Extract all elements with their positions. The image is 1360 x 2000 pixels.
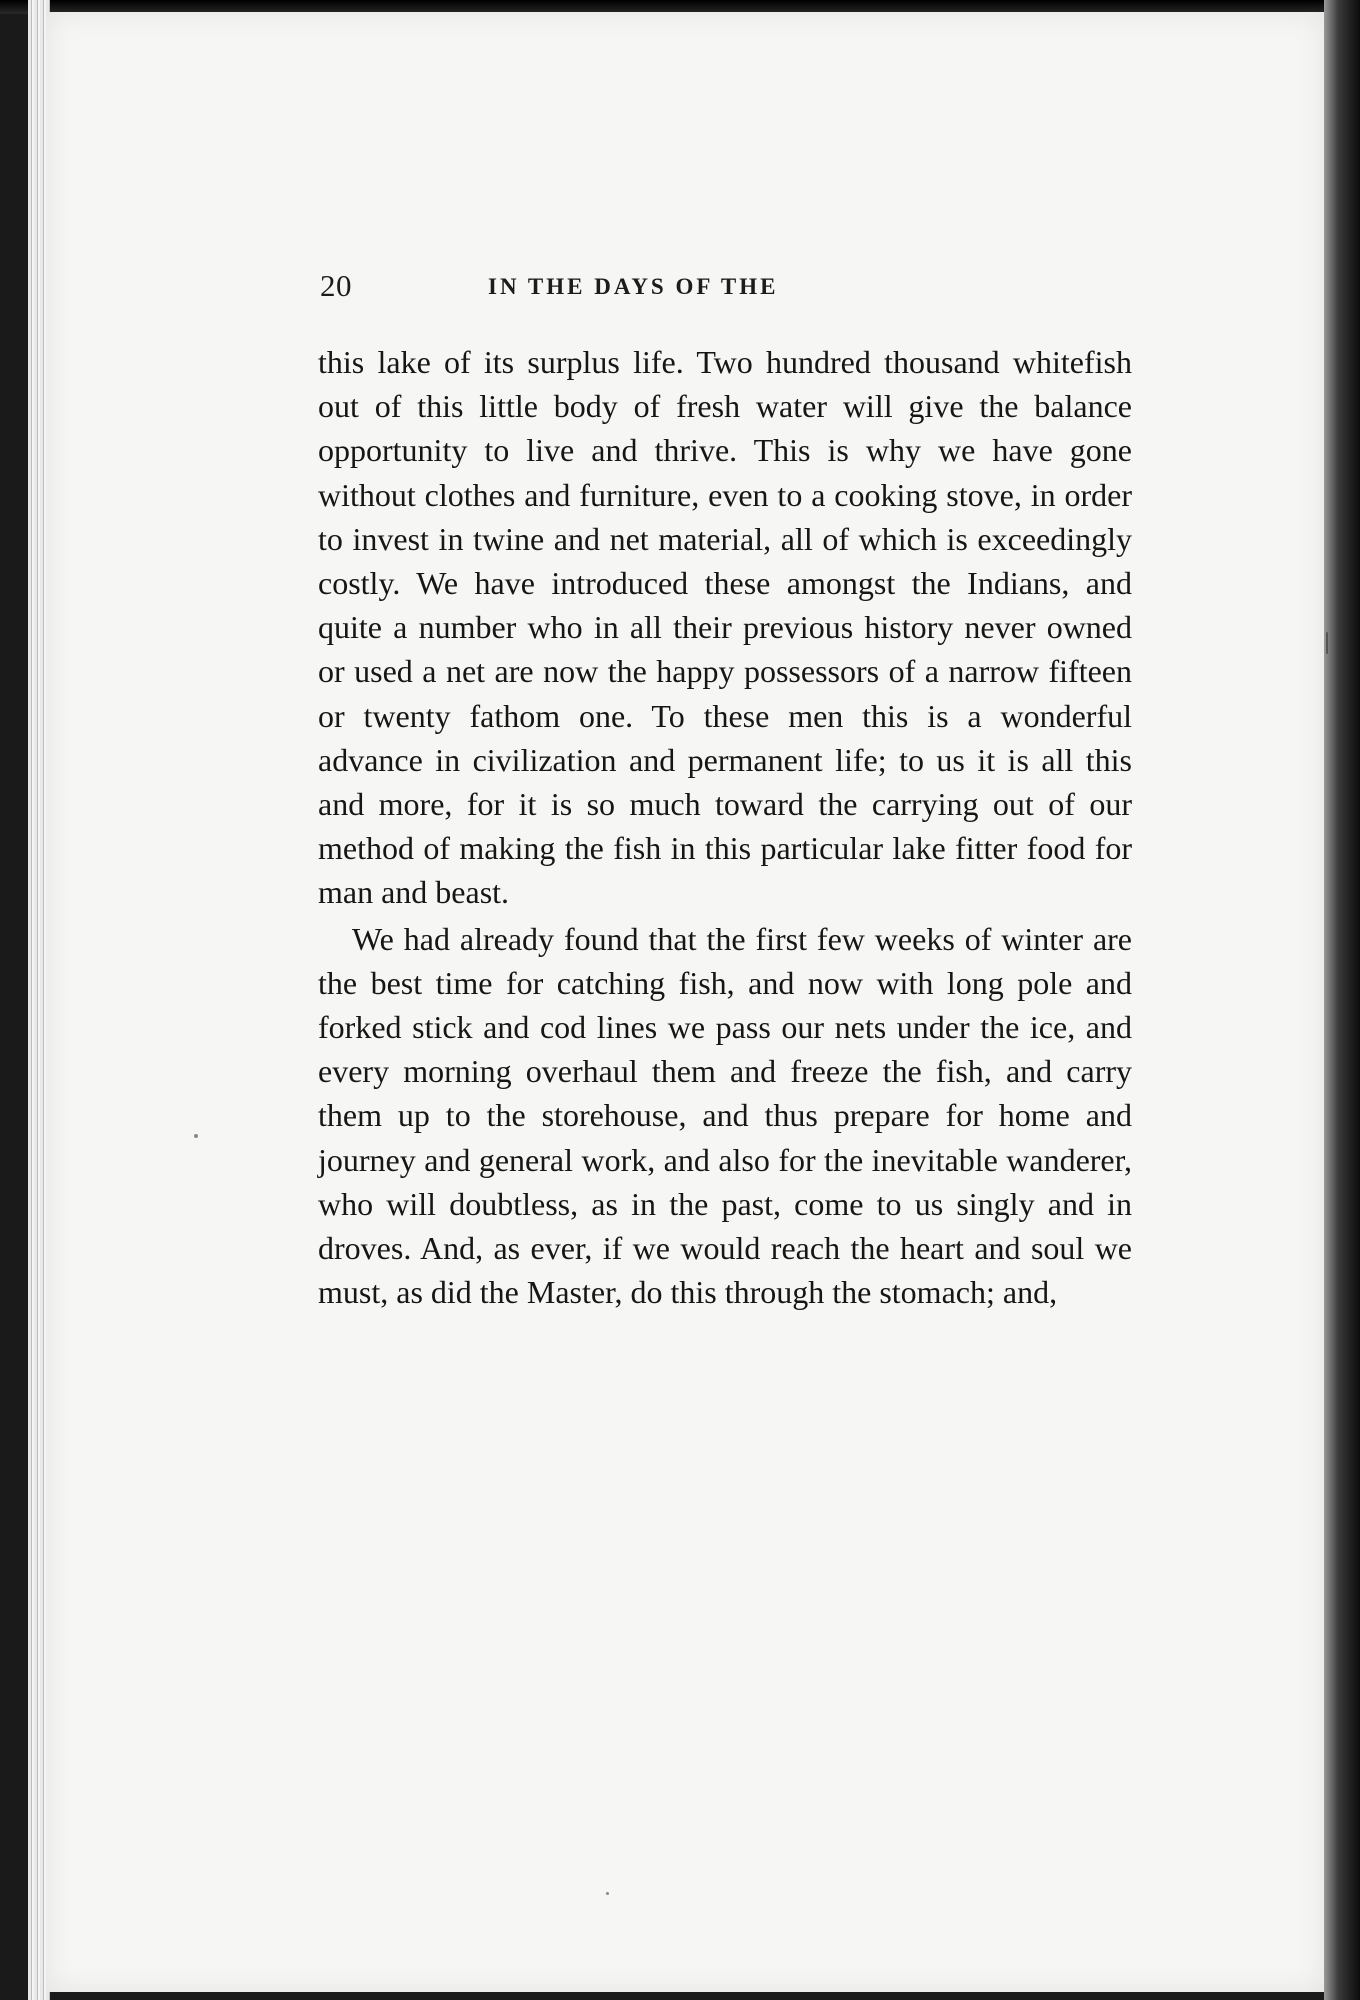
paragraph: We had already found that the first few weeks of winter are the best time for catching fish, and now with long pole and forked stick and cod lines we pass our nets under the ice, and every morning overhaul them and freeze the fish, and carry them up to the storehouse, and thus prepare for home and journey and general work, and also for the inevitable wanderer, who will doubtless, as in the past, come to us singly and in droves. And, as ever, if we would reach the heart and soul we must, as did the Master, do this through the stomach; and, bbox=[318, 920, 1132, 1311]
book-binding-edge bbox=[1324, 0, 1360, 2000]
body-text bbox=[318, 340, 1132, 1314]
page-number: 20 bbox=[320, 268, 352, 303]
paragraph: this lake of its surplus life. Two hundred thousand whitefish out of this little body of fresh water will give the balance opportunity to live and thrive. This is why we have gone without clothes and furniture, even to a cooking stove, in order to invest in twine and net material, all of which is exceedingly costly. We have introduced these amongst the Indians, and quite a number who in all their previous history never owned or used a net are now the happy possessors of a narrow fifteen or twenty fathom one. To these men this is a wonderful advance in civilization and permanent life; to us it is all this and more, for it is so much toward the carrying out of our method of making the fish in this particular lake fitter food for man and beast. bbox=[318, 344, 1132, 911]
page-header bbox=[320, 268, 948, 314]
print-speck bbox=[194, 1134, 198, 1138]
print-speck bbox=[606, 1892, 609, 1895]
print-speck bbox=[1326, 632, 1328, 654]
running-head: IN THE DAYS OF THE bbox=[488, 274, 779, 299]
